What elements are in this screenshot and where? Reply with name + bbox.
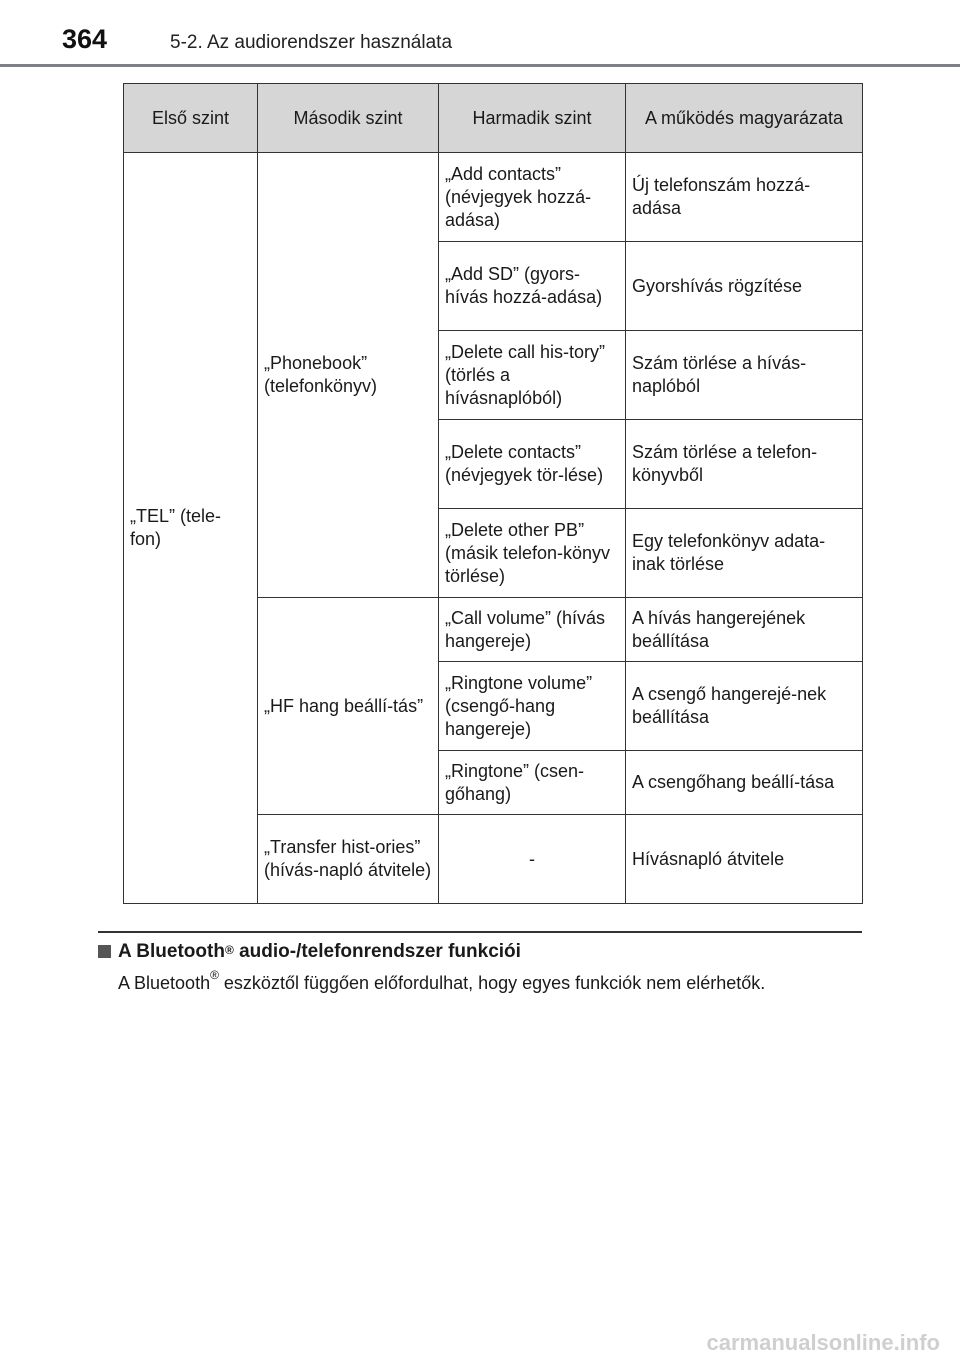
- watermark: carmanualsonline.info: [706, 1330, 940, 1355]
- cell-description: A csengőhang beállí-tása: [626, 751, 863, 815]
- cell-level3: „Delete call his-tory” (törlés a hívásnaplóból): [439, 331, 626, 420]
- cell-level3: „Ringtone” (csen-gőhang): [439, 751, 626, 815]
- cell-level3: „Delete contacts” (névjegyek tör-lése): [439, 420, 626, 509]
- cell-level2-phonebook: „Phonebook” (telefonkönyv): [258, 153, 439, 598]
- header-rule: [0, 64, 960, 67]
- bluetooth-note-pre: A Bluetooth: [118, 973, 211, 993]
- col-header-level3: Harmadik szint: [439, 84, 626, 153]
- bluetooth-note: [118, 968, 766, 994]
- registered-mark: ®: [210, 968, 219, 982]
- cell-level3: -: [439, 815, 626, 904]
- bluetooth-heading-post: audio-/telefonrendszer funkciói: [233, 941, 521, 962]
- cell-level3: „Add contacts” (névjegyek hozzá-adása): [439, 153, 626, 242]
- bluetooth-note-post: eszköztől függően előfordulhat, hogy egyes funkciók nem elérhetők.: [218, 973, 766, 993]
- cell-description: A csengő hangerejé-nek beállítása: [626, 662, 863, 751]
- cell-level3: „Call volume” (hívás hangereje): [439, 598, 626, 662]
- section-title: 5-2. Az audiorendszer használata: [170, 32, 453, 53]
- cell-description: A hívás hangerejének beállítása: [626, 598, 863, 662]
- bluetooth-heading-pre: A Bluetooth: [118, 941, 225, 962]
- cell-level3: „Add SD” (gyors-hívás hozzá-adása): [439, 242, 626, 331]
- cell-description: Szám törlése a hívás-naplóból: [626, 331, 863, 420]
- cell-level3: „Delete other PB” (másik telefon-könyv törlése): [439, 509, 626, 598]
- cell-level1-tel: „TEL” (tele-fon): [124, 153, 258, 904]
- cell-level3: „Ringtone volume” (csengő-hang hangereje): [439, 662, 626, 751]
- col-header-level1: Első szint: [124, 84, 258, 153]
- col-header-description: A működés magyarázata: [626, 84, 863, 153]
- page-number: 364: [62, 24, 108, 54]
- bluetooth-heading: A Bluetooth ® audio-/telefonrendszer funkciói: [98, 941, 521, 963]
- menu-table: [123, 83, 863, 904]
- table-row: [124, 153, 863, 242]
- cell-description: Egy telefonkönyv adata-inak törlése: [626, 509, 863, 598]
- cell-description: Szám törlése a telefon-könyvből: [626, 420, 863, 509]
- cell-level2-hf-hang: „HF hang beállí-tás”: [258, 598, 439, 815]
- cell-description: Hívásnapló átvitele: [626, 815, 863, 904]
- table-header-row: [124, 84, 863, 153]
- section-divider: [98, 931, 862, 933]
- square-bullet-icon: [98, 945, 111, 958]
- col-header-level2: Második szint: [258, 84, 439, 153]
- cell-level2-transfer: „Transfer hist-ories” (hívás-napló átvitele): [258, 815, 439, 904]
- cell-description: Gyorshívás rögzítése: [626, 242, 863, 331]
- cell-description: Új telefonszám hozzá-adása: [626, 153, 863, 242]
- page-header: [0, 0, 960, 70]
